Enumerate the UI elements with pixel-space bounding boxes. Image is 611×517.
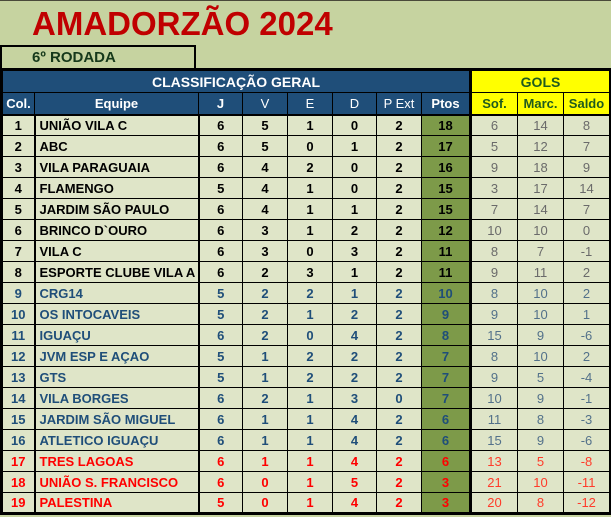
cell-e[interactable]: 1 xyxy=(288,199,333,220)
cell-saldo[interactable]: -1 xyxy=(564,388,611,409)
cell-sof[interactable]: 20 xyxy=(471,493,518,514)
cell-pos[interactable]: 19 xyxy=(2,493,35,514)
cell-j[interactable]: 6 xyxy=(199,430,243,451)
cell-j[interactable]: 6 xyxy=(199,199,243,220)
table-row xyxy=(2,220,611,241)
table-row xyxy=(2,472,611,493)
cell-equipe[interactable]: ABC xyxy=(35,136,199,157)
cell-pext[interactable]: 2 xyxy=(377,451,422,472)
cell-pos[interactable]: 13 xyxy=(2,367,35,388)
cell-d[interactable]: 2 xyxy=(333,367,377,388)
column-header-pext[interactable]: P Ext xyxy=(377,93,422,115)
cell-ptos[interactable]: 16 xyxy=(422,157,471,178)
cell-d[interactable]: 3 xyxy=(333,241,377,262)
cell-d[interactable]: 1 xyxy=(333,136,377,157)
cell-d[interactable]: 2 xyxy=(333,346,377,367)
cell-e[interactable]: 1 xyxy=(288,409,333,430)
cell-saldo[interactable]: 7 xyxy=(564,136,611,157)
cell-j[interactable]: 6 xyxy=(199,115,243,136)
cell-pos[interactable]: 18 xyxy=(2,472,35,493)
column-header-ptos[interactable]: Ptos xyxy=(422,93,471,115)
cell-e[interactable]: 2 xyxy=(288,283,333,304)
table-row xyxy=(2,178,611,199)
cell-ptos[interactable]: 8 xyxy=(422,325,471,346)
cell-e[interactable]: 2 xyxy=(288,346,333,367)
cell-saldo[interactable]: -6 xyxy=(564,325,611,346)
cell-pext[interactable]: 2 xyxy=(377,220,422,241)
column-header-equipe[interactable]: Equipe xyxy=(35,93,199,115)
cell-e[interactable]: 1 xyxy=(288,430,333,451)
cell-j[interactable]: 6 xyxy=(199,472,243,493)
cell-saldo[interactable]: 8 xyxy=(564,115,611,136)
cell-pext[interactable]: 2 xyxy=(377,472,422,493)
table-row xyxy=(2,493,611,514)
cell-equipe[interactable]: TRES LAGOAS xyxy=(35,451,199,472)
cell-marc[interactable]: 10 xyxy=(518,283,564,304)
cell-v[interactable]: 4 xyxy=(243,178,288,199)
cell-d[interactable]: 0 xyxy=(333,178,377,199)
table-row xyxy=(2,367,611,388)
cell-marc[interactable]: 5 xyxy=(518,367,564,388)
cell-j[interactable]: 5 xyxy=(199,367,243,388)
cell-pext[interactable]: 2 xyxy=(377,178,422,199)
cell-sof[interactable]: 8 xyxy=(471,283,518,304)
cell-marc[interactable]: 18 xyxy=(518,157,564,178)
cell-d[interactable]: 1 xyxy=(333,262,377,283)
table-row xyxy=(2,283,611,304)
cell-sof[interactable]: 10 xyxy=(471,388,518,409)
cell-e[interactable]: 0 xyxy=(288,136,333,157)
cell-marc[interactable]: 17 xyxy=(518,178,564,199)
cell-pos[interactable]: 16 xyxy=(2,430,35,451)
cell-j[interactable]: 6 xyxy=(199,136,243,157)
cell-equipe[interactable]: JARDIM SÃO PAULO xyxy=(35,199,199,220)
cell-marc[interactable]: 9 xyxy=(518,325,564,346)
column-header-sof[interactable]: Sof. xyxy=(471,93,518,115)
cell-d[interactable]: 1 xyxy=(333,199,377,220)
cell-sof[interactable]: 21 xyxy=(471,472,518,493)
cell-equipe[interactable]: IGUAÇU xyxy=(35,325,199,346)
cell-equipe[interactable]: JVM ESP E AÇAO xyxy=(35,346,199,367)
cell-equipe[interactable]: FLAMENGO xyxy=(35,178,199,199)
column-header-marc[interactable]: Marc. xyxy=(518,93,564,115)
cell-marc[interactable]: 5 xyxy=(518,451,564,472)
gols-section-header[interactable]: GOLS xyxy=(471,70,611,93)
cell-d[interactable]: 4 xyxy=(333,325,377,346)
cell-e[interactable]: 1 xyxy=(288,493,333,514)
cell-saldo[interactable]: 9 xyxy=(564,157,611,178)
cell-v[interactable]: 1 xyxy=(243,451,288,472)
cell-pext[interactable]: 0 xyxy=(377,388,422,409)
cell-v[interactable]: 2 xyxy=(243,325,288,346)
cell-marc[interactable]: 8 xyxy=(518,409,564,430)
cell-pext[interactable]: 2 xyxy=(377,346,422,367)
cell-saldo[interactable]: 7 xyxy=(564,199,611,220)
cell-saldo[interactable]: -4 xyxy=(564,367,611,388)
section-header-row xyxy=(2,70,611,93)
cell-sof[interactable]: 9 xyxy=(471,367,518,388)
cell-j[interactable]: 5 xyxy=(199,178,243,199)
cell-d[interactable]: 1 xyxy=(333,283,377,304)
round-label: 6º RODADA xyxy=(32,49,116,66)
cell-d[interactable]: 4 xyxy=(333,493,377,514)
cell-ptos[interactable]: 15 xyxy=(422,178,471,199)
cell-saldo[interactable]: -6 xyxy=(564,430,611,451)
cell-marc[interactable]: 10 xyxy=(518,220,564,241)
cell-marc[interactable]: 8 xyxy=(518,493,564,514)
table-row xyxy=(2,346,611,367)
cell-equipe[interactable]: VILA PARAGUAIA xyxy=(35,157,199,178)
cell-v[interactable]: 5 xyxy=(243,136,288,157)
cell-saldo[interactable]: -8 xyxy=(564,451,611,472)
cell-equipe[interactable]: ATLETICO IGUAÇU xyxy=(35,430,199,451)
cell-d[interactable]: 0 xyxy=(333,157,377,178)
column-header-row xyxy=(2,93,611,115)
cell-e[interactable]: 1 xyxy=(288,178,333,199)
table-row xyxy=(2,241,611,262)
cell-ptos[interactable]: 18 xyxy=(422,115,471,136)
cell-marc[interactable]: 7 xyxy=(518,241,564,262)
cell-e[interactable]: 1 xyxy=(288,304,333,325)
cell-ptos[interactable]: 11 xyxy=(422,262,471,283)
cell-j[interactable]: 5 xyxy=(199,346,243,367)
cell-e[interactable]: 1 xyxy=(288,220,333,241)
cell-v[interactable]: 2 xyxy=(243,262,288,283)
cell-pos[interactable]: 5 xyxy=(2,199,35,220)
cell-pext[interactable]: 2 xyxy=(377,199,422,220)
cell-saldo[interactable]: -12 xyxy=(564,493,611,514)
cell-equipe[interactable]: VILA C xyxy=(35,241,199,262)
cell-equipe[interactable]: CRG14 xyxy=(35,283,199,304)
cell-pext[interactable]: 2 xyxy=(377,493,422,514)
column-header-d[interactable]: D xyxy=(333,93,377,115)
cell-v[interactable]: 2 xyxy=(243,388,288,409)
cell-e[interactable]: 2 xyxy=(288,367,333,388)
cell-sof[interactable]: 9 xyxy=(471,304,518,325)
cell-v[interactable]: 1 xyxy=(243,409,288,430)
cell-j[interactable]: 6 xyxy=(199,409,243,430)
cell-e[interactable]: 1 xyxy=(288,472,333,493)
cell-e[interactable]: 1 xyxy=(288,451,333,472)
cell-pos[interactable]: 10 xyxy=(2,304,35,325)
cell-v[interactable]: 1 xyxy=(243,367,288,388)
cell-d[interactable]: 4 xyxy=(333,430,377,451)
cell-marc[interactable]: 10 xyxy=(518,472,564,493)
cell-pext[interactable]: 2 xyxy=(377,367,422,388)
cell-marc[interactable]: 9 xyxy=(518,430,564,451)
cell-sof[interactable]: 15 xyxy=(471,325,518,346)
cell-marc[interactable]: 14 xyxy=(518,199,564,220)
cell-j[interactable]: 6 xyxy=(199,325,243,346)
cell-v[interactable]: 0 xyxy=(243,472,288,493)
cell-sof[interactable]: 15 xyxy=(471,430,518,451)
table-row xyxy=(2,199,611,220)
cell-pext[interactable]: 2 xyxy=(377,304,422,325)
cell-pext[interactable]: 2 xyxy=(377,325,422,346)
cell-marc[interactable]: 14 xyxy=(518,115,564,136)
cell-d[interactable]: 4 xyxy=(333,409,377,430)
page-title: AMADORZÃO 2024 xyxy=(32,4,333,42)
column-header-j[interactable]: J xyxy=(199,93,243,115)
cell-saldo[interactable]: -3 xyxy=(564,409,611,430)
cell-e[interactable]: 1 xyxy=(288,388,333,409)
cell-v[interactable]: 4 xyxy=(243,199,288,220)
table-row xyxy=(2,157,611,178)
cell-saldo[interactable]: 14 xyxy=(564,178,611,199)
cell-equipe[interactable]: PALESTINA xyxy=(35,493,199,514)
cell-marc[interactable]: 12 xyxy=(518,136,564,157)
cell-j[interactable]: 6 xyxy=(199,388,243,409)
cell-equipe[interactable]: VILA BORGES xyxy=(35,388,199,409)
table-row xyxy=(2,115,611,136)
cell-ptos[interactable]: 7 xyxy=(422,367,471,388)
cell-pos[interactable]: 15 xyxy=(2,409,35,430)
table-row xyxy=(2,451,611,472)
cell-d[interactable]: 3 xyxy=(333,388,377,409)
cell-sof[interactable]: 8 xyxy=(471,241,518,262)
cell-ptos[interactable]: 10 xyxy=(422,283,471,304)
cell-ptos[interactable]: 7 xyxy=(422,388,471,409)
cell-sof[interactable]: 6 xyxy=(471,115,518,136)
cell-marc[interactable]: 11 xyxy=(518,262,564,283)
cell-pext[interactable]: 2 xyxy=(377,157,422,178)
cell-marc[interactable]: 10 xyxy=(518,304,564,325)
cell-marc[interactable]: 9 xyxy=(518,388,564,409)
cell-j[interactable]: 6 xyxy=(199,157,243,178)
cell-ptos[interactable]: 6 xyxy=(422,430,471,451)
cell-ptos[interactable]: 17 xyxy=(422,136,471,157)
table-row xyxy=(2,430,611,451)
cell-pos[interactable]: 11 xyxy=(2,325,35,346)
column-header-e[interactable]: E xyxy=(288,93,333,115)
cell-d[interactable]: 2 xyxy=(333,304,377,325)
title-band xyxy=(0,1,611,45)
cell-ptos[interactable]: 15 xyxy=(422,199,471,220)
round-label-box xyxy=(0,45,196,68)
cell-j[interactable]: 6 xyxy=(199,451,243,472)
cell-j[interactable]: 5 xyxy=(199,283,243,304)
cell-sof[interactable]: 9 xyxy=(471,157,518,178)
cell-saldo[interactable]: 2 xyxy=(564,262,611,283)
cell-saldo[interactable]: 2 xyxy=(564,283,611,304)
cell-v[interactable]: 4 xyxy=(243,157,288,178)
cell-j[interactable]: 6 xyxy=(199,241,243,262)
cell-pext[interactable]: 2 xyxy=(377,136,422,157)
cell-pos[interactable]: 6 xyxy=(2,220,35,241)
cell-pos[interactable]: 9 xyxy=(2,283,35,304)
cell-pext[interactable]: 2 xyxy=(377,241,422,262)
cell-j[interactable]: 6 xyxy=(199,220,243,241)
cell-ptos[interactable]: 11 xyxy=(422,241,471,262)
cell-sof[interactable]: 8 xyxy=(471,346,518,367)
cell-sof[interactable]: 13 xyxy=(471,451,518,472)
cell-j[interactable]: 5 xyxy=(199,493,243,514)
cell-equipe[interactable]: OS INTOCAVEIS xyxy=(35,304,199,325)
classificacao-section-header[interactable]: CLASSIFICAÇÃO GERAL xyxy=(2,70,471,93)
column-header-saldo[interactable]: Saldo xyxy=(564,93,611,115)
cell-ptos[interactable]: 3 xyxy=(422,493,471,514)
cell-saldo[interactable]: -11 xyxy=(564,472,611,493)
cell-equipe[interactable]: ESPORTE CLUBE VILA A xyxy=(35,262,199,283)
cell-e[interactable]: 0 xyxy=(288,325,333,346)
cell-v[interactable]: 2 xyxy=(243,304,288,325)
cell-pos[interactable]: 8 xyxy=(2,262,35,283)
table-row xyxy=(2,136,611,157)
cell-v[interactable]: 3 xyxy=(243,241,288,262)
cell-v[interactable]: 2 xyxy=(243,283,288,304)
cell-marc[interactable]: 10 xyxy=(518,346,564,367)
cell-v[interactable]: 1 xyxy=(243,430,288,451)
cell-sof[interactable]: 10 xyxy=(471,220,518,241)
cell-pext[interactable]: 2 xyxy=(377,262,422,283)
cell-pos[interactable]: 7 xyxy=(2,241,35,262)
cell-sof[interactable]: 9 xyxy=(471,262,518,283)
table-row xyxy=(2,304,611,325)
cell-ptos[interactable]: 9 xyxy=(422,304,471,325)
cell-saldo[interactable]: 0 xyxy=(564,220,611,241)
standings-table xyxy=(0,68,611,515)
cell-sof[interactable]: 3 xyxy=(471,178,518,199)
table-row xyxy=(2,388,611,409)
cell-equipe[interactable]: UNIÃO VILA C xyxy=(35,115,199,136)
cell-ptos[interactable]: 7 xyxy=(422,346,471,367)
cell-ptos[interactable]: 6 xyxy=(422,451,471,472)
cell-ptos[interactable]: 12 xyxy=(422,220,471,241)
cell-e[interactable]: 2 xyxy=(288,157,333,178)
cell-pos[interactable]: 2 xyxy=(2,136,35,157)
column-header-v[interactable]: V xyxy=(243,93,288,115)
cell-pext[interactable]: 2 xyxy=(377,283,422,304)
cell-equipe[interactable]: GTS xyxy=(35,367,199,388)
column-header-pos[interactable]: Col. xyxy=(2,93,35,115)
cell-e[interactable]: 3 xyxy=(288,262,333,283)
cell-d[interactable]: 4 xyxy=(333,451,377,472)
cell-v[interactable]: 3 xyxy=(243,220,288,241)
cell-pos[interactable]: 12 xyxy=(2,346,35,367)
cell-pos[interactable]: 1 xyxy=(2,115,35,136)
cell-saldo[interactable]: -1 xyxy=(564,241,611,262)
cell-sof[interactable]: 7 xyxy=(471,199,518,220)
cell-saldo[interactable]: 1 xyxy=(564,304,611,325)
cell-v[interactable]: 0 xyxy=(243,493,288,514)
cell-sof[interactable]: 5 xyxy=(471,136,518,157)
table-row xyxy=(2,262,611,283)
cell-e[interactable]: 0 xyxy=(288,241,333,262)
cell-equipe[interactable]: JARDIM SÃO MIGUEL xyxy=(35,409,199,430)
cell-j[interactable]: 6 xyxy=(199,262,243,283)
cell-pos[interactable]: 14 xyxy=(2,388,35,409)
cell-pos[interactable]: 3 xyxy=(2,157,35,178)
cell-ptos[interactable]: 3 xyxy=(422,472,471,493)
cell-v[interactable]: 1 xyxy=(243,346,288,367)
cell-equipe[interactable]: BRINCO D`OURO xyxy=(35,220,199,241)
cell-e[interactable]: 1 xyxy=(288,115,333,136)
cell-equipe[interactable]: UNIÃO S. FRANCISCO xyxy=(35,472,199,493)
table-row xyxy=(2,325,611,346)
cell-sof[interactable]: 11 xyxy=(471,409,518,430)
cell-pext[interactable]: 2 xyxy=(377,409,422,430)
cell-pext[interactable]: 2 xyxy=(377,430,422,451)
cell-d[interactable]: 5 xyxy=(333,472,377,493)
cell-pos[interactable]: 4 xyxy=(2,178,35,199)
cell-saldo[interactable]: 2 xyxy=(564,346,611,367)
cell-ptos[interactable]: 6 xyxy=(422,409,471,430)
table-row xyxy=(2,409,611,430)
cell-d[interactable]: 0 xyxy=(333,115,377,136)
cell-j[interactable]: 5 xyxy=(199,304,243,325)
cell-v[interactable]: 5 xyxy=(243,115,288,136)
cell-d[interactable]: 2 xyxy=(333,220,377,241)
cell-pos[interactable]: 17 xyxy=(2,451,35,472)
cell-pext[interactable]: 2 xyxy=(377,115,422,136)
